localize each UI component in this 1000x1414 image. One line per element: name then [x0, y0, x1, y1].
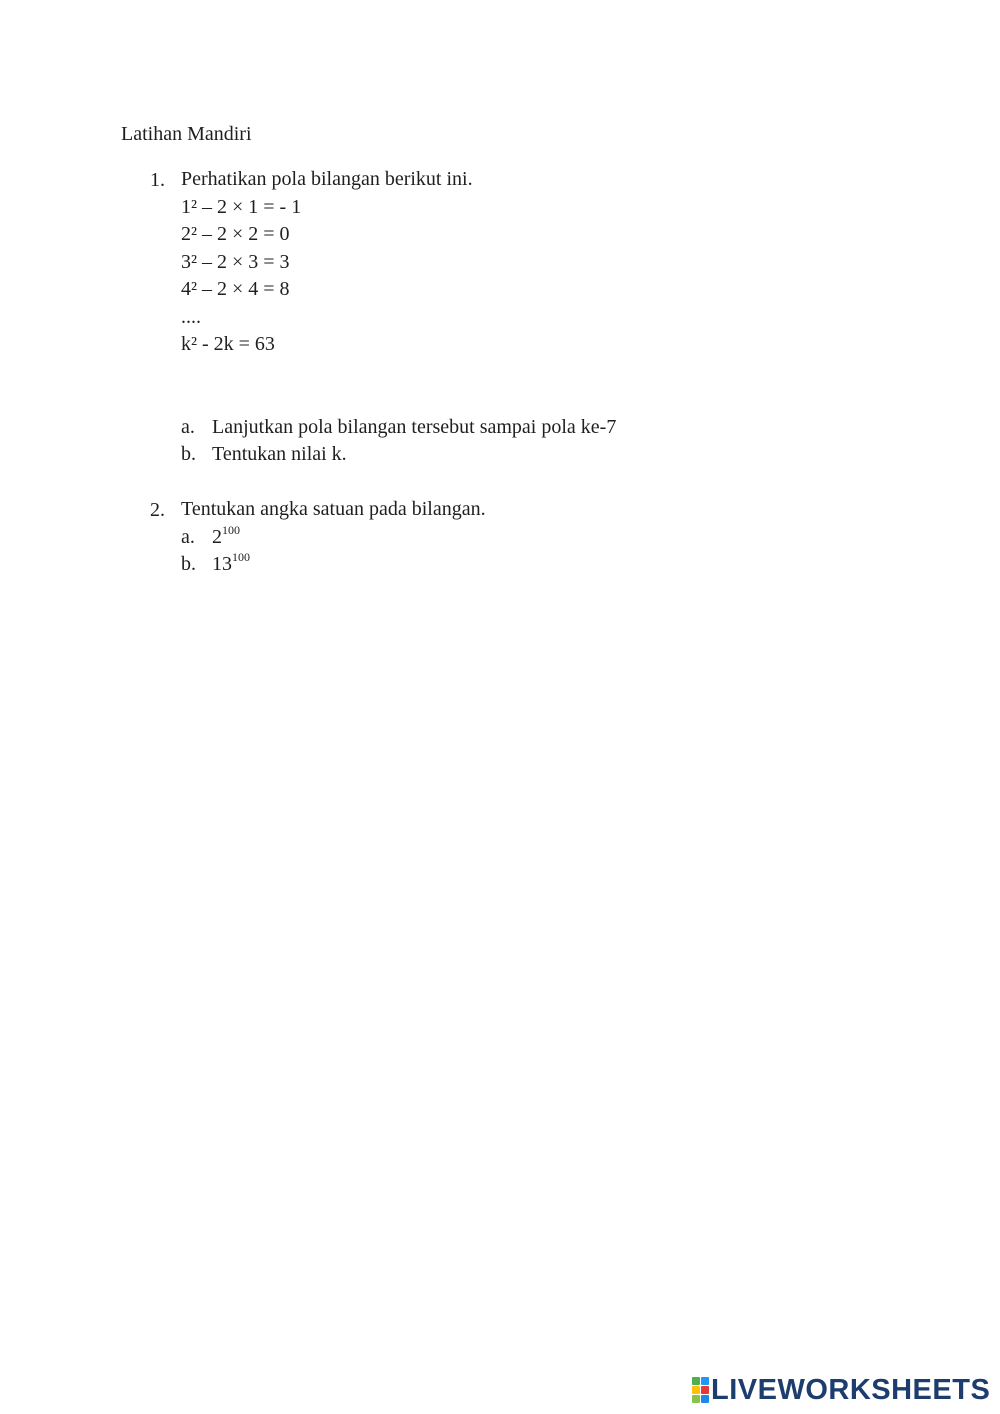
- question-2: [150, 496, 870, 579]
- power-base: 13: [212, 553, 232, 575]
- logo-square: [701, 1386, 709, 1394]
- sub-question-a: [181, 414, 870, 442]
- logo-square: [692, 1377, 700, 1385]
- power-expression: [212, 524, 240, 552]
- question-number: 1.: [150, 169, 165, 191]
- sub-question-label: b.: [181, 443, 196, 465]
- sub-question-text: Tentukan nilai k.: [212, 443, 347, 465]
- pattern-line: 4² – 2 × 4 = 8: [181, 278, 290, 300]
- question-number: 2.: [150, 499, 165, 521]
- sub-question-label: a.: [181, 525, 195, 548]
- pattern-line: k² - 2k = 63: [181, 333, 275, 355]
- sub-question-a: [181, 524, 870, 552]
- power-expression: [212, 551, 250, 579]
- logo-square: [692, 1395, 700, 1403]
- pattern-line: 3² – 2 × 3 = 3: [181, 250, 290, 273]
- sub-question-label: b.: [181, 553, 196, 575]
- question-prompt: Perhatikan pola bilangan berikut ini.: [181, 168, 473, 190]
- logo-text: LIVEWORKSHEETS: [711, 1374, 991, 1406]
- power-exponent: 100: [232, 550, 250, 564]
- liveworksheets-logo: [692, 1374, 990, 1406]
- pattern-line: 1² – 2 × 1 = - 1: [181, 195, 302, 218]
- page-title: Latihan Mandiri: [121, 123, 252, 145]
- pattern-ellipsis: ....: [181, 305, 201, 328]
- pattern-line: 2² – 2 × 2 = 0: [181, 223, 290, 245]
- sub-question-text: Lanjutkan pola bilangan tersebut sampai pola ke-7: [212, 415, 617, 438]
- sub-question-b: [181, 551, 870, 579]
- sub-question-label: a.: [181, 415, 195, 438]
- power-base: 2: [212, 525, 222, 548]
- sub-question-b: [181, 441, 870, 469]
- question-prompt: Tentukan angka satuan pada bilangan.: [181, 498, 486, 520]
- question-1: [150, 166, 870, 469]
- logo-square: [701, 1395, 709, 1403]
- logo-square: [701, 1377, 709, 1385]
- power-exponent: 100: [222, 522, 240, 537]
- logo-square: [692, 1386, 700, 1394]
- liveworksheets-mark-icon: [692, 1377, 708, 1403]
